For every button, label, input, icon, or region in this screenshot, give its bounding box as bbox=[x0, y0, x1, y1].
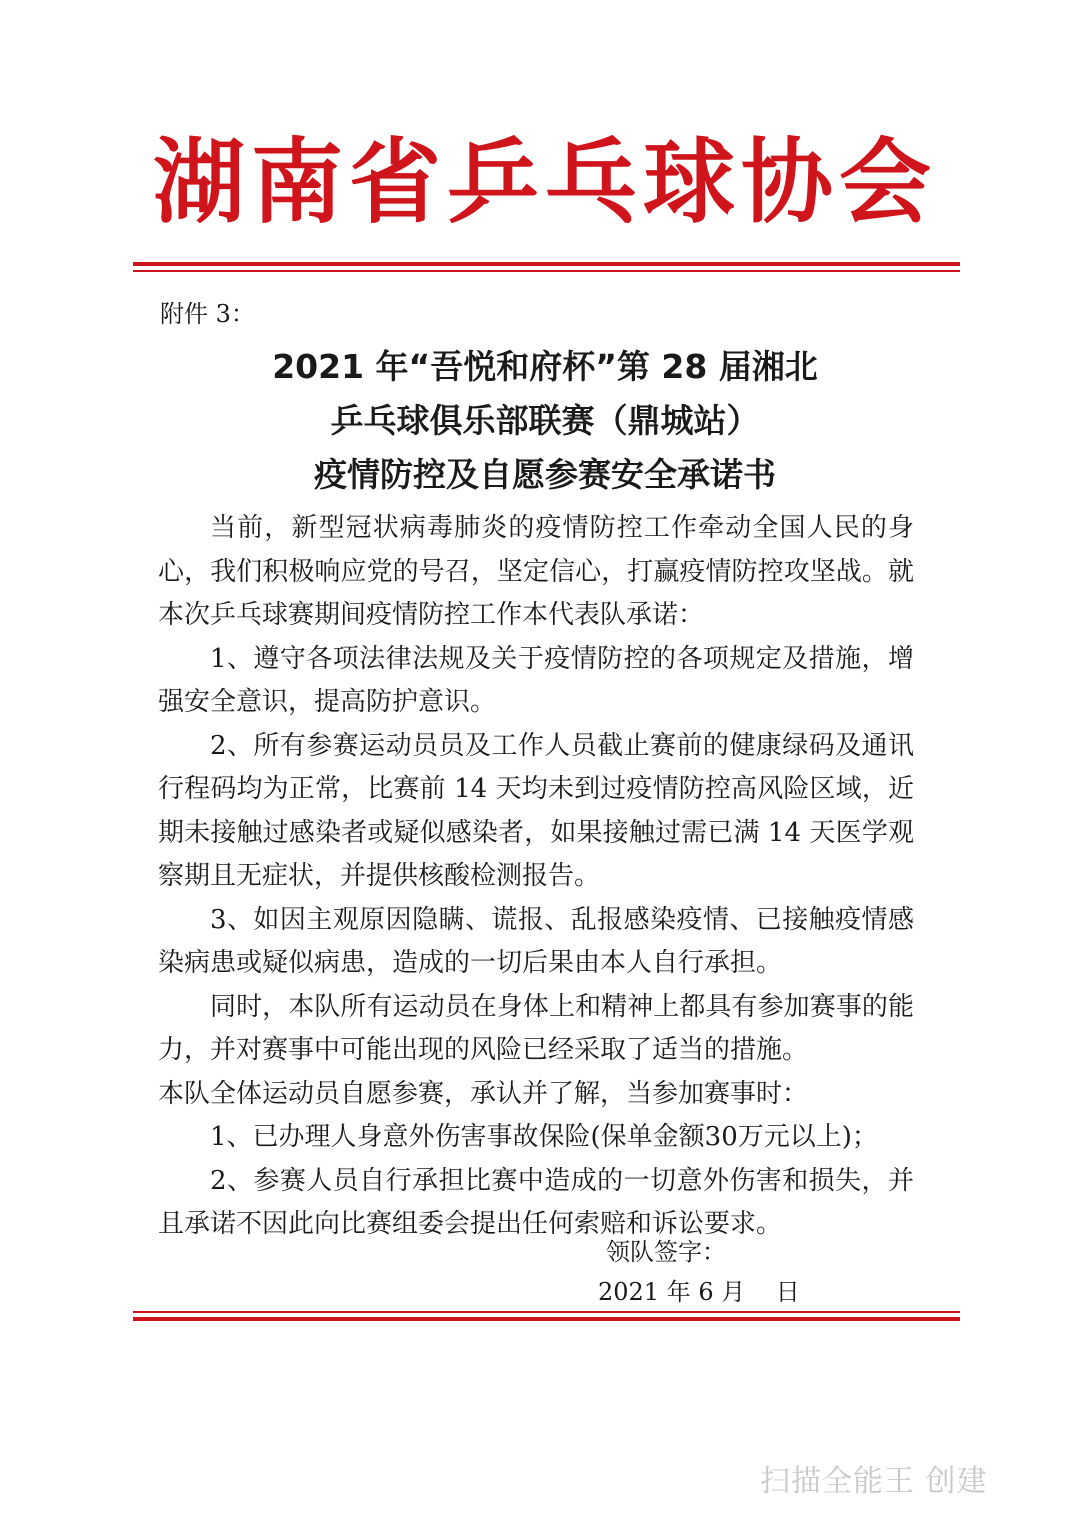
document-title-line-2: 乒乓球俱乐部联赛（鼎城站） bbox=[330, 401, 760, 440]
body-paragraph-voluntary: 本队全体运动员自愿参赛，承认并了解，当参加赛事时： bbox=[158, 1078, 809, 1109]
letterhead-title: 湖南省乒乓球协会 bbox=[152, 129, 937, 236]
leader-signature-label: 领队签字： bbox=[606, 1238, 726, 1266]
header-rule-thin bbox=[133, 270, 960, 272]
body-paragraph-intro: 当前，新型冠状病毒肺炎的疫情防控工作牵动全国人民的身心，我们积极响应党的号召，坚定信心，打赢疫情防控攻坚战。就本次乒乓球赛期间疫情防控工作本代表队承诺： bbox=[158, 513, 914, 630]
body-paragraph-insurance: 1、已办理人身意外伤害事故保险(保单金额30万元以上)； bbox=[210, 1122, 878, 1152]
header-rule-thick bbox=[133, 262, 960, 266]
body-paragraph-item-1: 1、遵守各项法律法规及关于疫情防控的各项规定及措施，增强安全意识，提高防护意识。 bbox=[158, 643, 914, 717]
body-paragraph-ability: 同时，本队所有运动员在身体上和精神上都具有参加赛事的能力，并对赛事中可能出现的风险已经采取了适当的措施。 bbox=[158, 991, 914, 1065]
footer-rule-thin bbox=[133, 1311, 960, 1313]
attachment-label: 附件 3： bbox=[160, 300, 255, 328]
footer-rule-thick bbox=[133, 1317, 960, 1321]
header-rule bbox=[133, 262, 960, 272]
document-title-line-1: 2021 年“吾悦和府杯”第 28 届湘北 bbox=[272, 347, 818, 386]
body-paragraph-liability: 2、参赛人员自行承担比赛中造成的一切意外伤害和损失，并且承诺不因此向比赛组委会提出任何索赔和诉讼要求。 bbox=[158, 1165, 914, 1239]
body-paragraph-item-2: 2、所有参赛运动员员及工作人员截止赛前的健康绿码及通讯行程码均为正常，比赛前 14 天均未到过疫情防控高风险区域，近期未接触过感染者或疑似感染者，如果接触过需已满 14 天医学观察期且无症状，并提供核酸检测报告。 bbox=[158, 730, 914, 891]
body-paragraph-item-3: 3、如因主观原因隐瞒、谎报、乱报感染疫情、已接触疫情感染病患或疑似病患，造成的一切后果由本人自行承担。 bbox=[158, 904, 914, 978]
document-title-line-3: 疫情防控及自愿参赛安全承诺书 bbox=[314, 455, 776, 494]
footer-rule bbox=[133, 1311, 960, 1321]
document-body bbox=[158, 507, 914, 1247]
signature-date: 2021 年 6 月 日 bbox=[598, 1278, 800, 1306]
scanner-watermark: 扫描全能王 创建 bbox=[760, 1464, 988, 1499]
